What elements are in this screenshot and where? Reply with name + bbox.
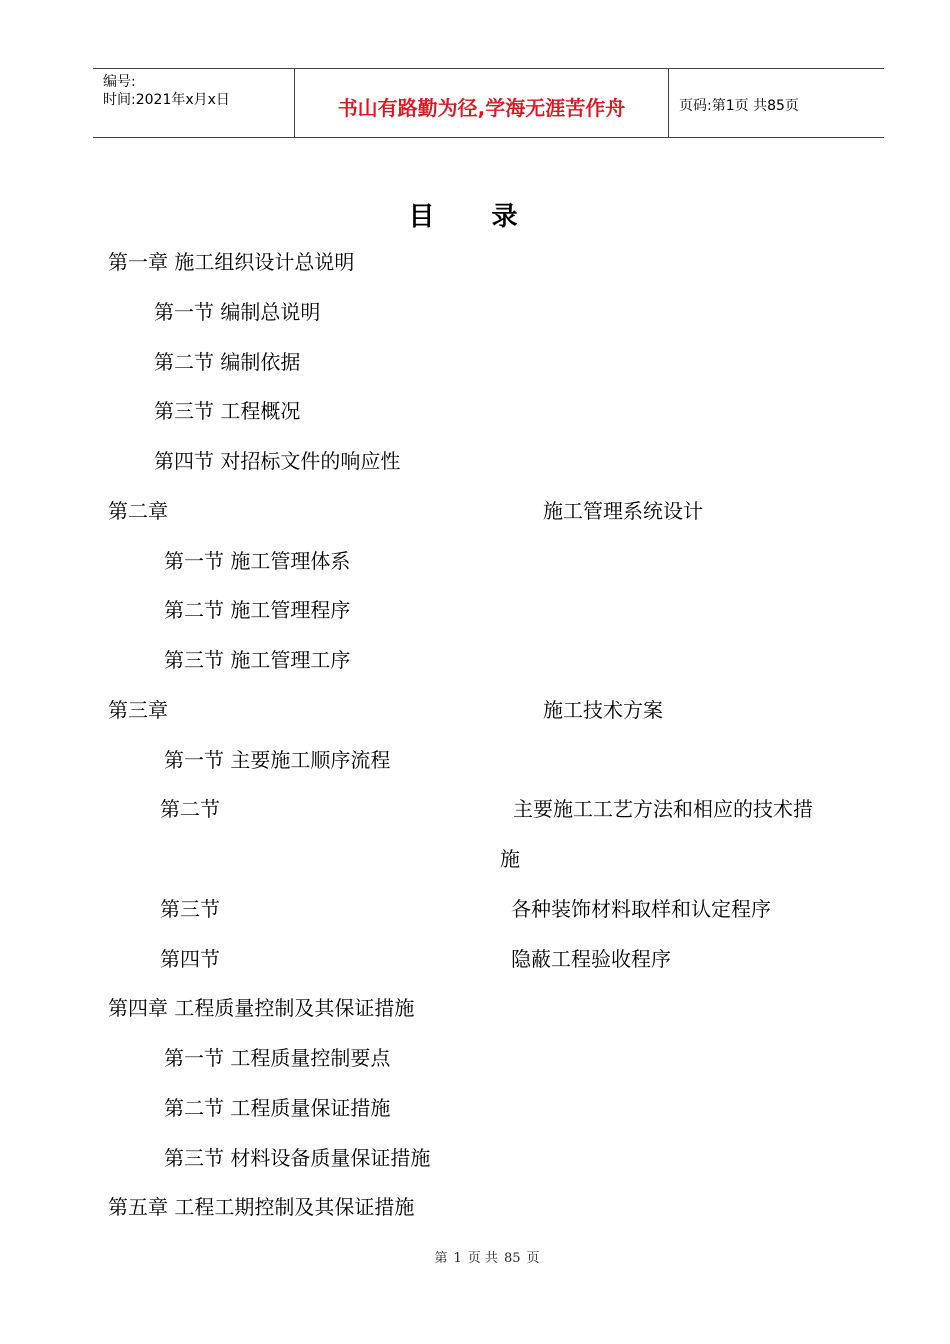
toc-chapter-3-label: 第三章 bbox=[108, 698, 168, 722]
toc-ch3-section-4-title: 隐蔽工程验收程序 bbox=[511, 947, 671, 971]
toc-chapter-2-label: 第二章 bbox=[108, 499, 168, 523]
header-page-info: 页码:第1页 共85页 bbox=[679, 98, 799, 114]
header-motto: 书山有路勤为径,学海无涯苦作舟 bbox=[337, 96, 626, 120]
toc-ch1-section-2: 第二节 编制依据 bbox=[154, 350, 301, 374]
footer-suffix: 页 bbox=[526, 1251, 540, 1266]
toc-ch1-section-3: 第三节 工程概况 bbox=[154, 399, 301, 423]
footer-prefix: 第 bbox=[434, 1251, 448, 1266]
footer-page-number: 1 bbox=[453, 1251, 462, 1266]
document-number-label: 编号: bbox=[103, 74, 136, 90]
toc-ch3-section-1: 第一节 主要施工顺序流程 bbox=[164, 748, 391, 772]
toc-ch4-section-2: 第二节 工程质量保证措施 bbox=[164, 1096, 391, 1120]
footer-total-pages: 85 bbox=[503, 1251, 521, 1266]
toc-ch3-section-2-label: 第二节 bbox=[160, 797, 220, 821]
toc-ch3-section-2-title-continued: 施 bbox=[500, 847, 520, 871]
toc-ch2-section-2: 第二节 施工管理程序 bbox=[164, 598, 351, 622]
toc-ch3-section-2-title: 主要施工工艺方法和相应的技术措 bbox=[513, 797, 813, 821]
toc-title: 目 录 bbox=[408, 202, 542, 232]
document-time-label: 时间:2021年x月x日 bbox=[103, 92, 230, 108]
toc-ch4-section-3: 第三节 材料设备质量保证措施 bbox=[164, 1146, 431, 1170]
toc-chapter-1: 第一章 施工组织设计总说明 bbox=[108, 250, 355, 274]
toc-chapter-4: 第四章 工程质量控制及其保证措施 bbox=[108, 996, 415, 1020]
header-motto-cell bbox=[295, 69, 669, 137]
toc-ch2-section-1: 第一节 施工管理体系 bbox=[164, 549, 351, 573]
toc-chapter-3-title: 施工技术方案 bbox=[543, 698, 663, 722]
page-footer bbox=[0, 1247, 950, 1266]
page-header bbox=[93, 68, 884, 138]
toc-chapter-2-title: 施工管理系统设计 bbox=[543, 499, 703, 523]
header-meta-cell bbox=[93, 69, 295, 137]
toc-ch1-section-1: 第一节 编制总说明 bbox=[154, 300, 321, 324]
header-page-cell bbox=[669, 69, 884, 137]
toc-ch3-section-3-title: 各种装饰材料取样和认定程序 bbox=[511, 897, 771, 921]
toc-ch3-section-4-label: 第四节 bbox=[160, 947, 220, 971]
toc-ch2-section-3: 第三节 施工管理工序 bbox=[164, 648, 351, 672]
footer-mid: 页 共 bbox=[467, 1251, 498, 1266]
toc-ch3-section-3-label: 第三节 bbox=[160, 897, 220, 921]
toc-chapter-5: 第五章 工程工期控制及其保证措施 bbox=[108, 1195, 415, 1219]
toc-ch1-section-4: 第四节 对招标文件的响应性 bbox=[154, 449, 401, 473]
toc-ch4-section-1: 第一节 工程质量控制要点 bbox=[164, 1046, 391, 1070]
